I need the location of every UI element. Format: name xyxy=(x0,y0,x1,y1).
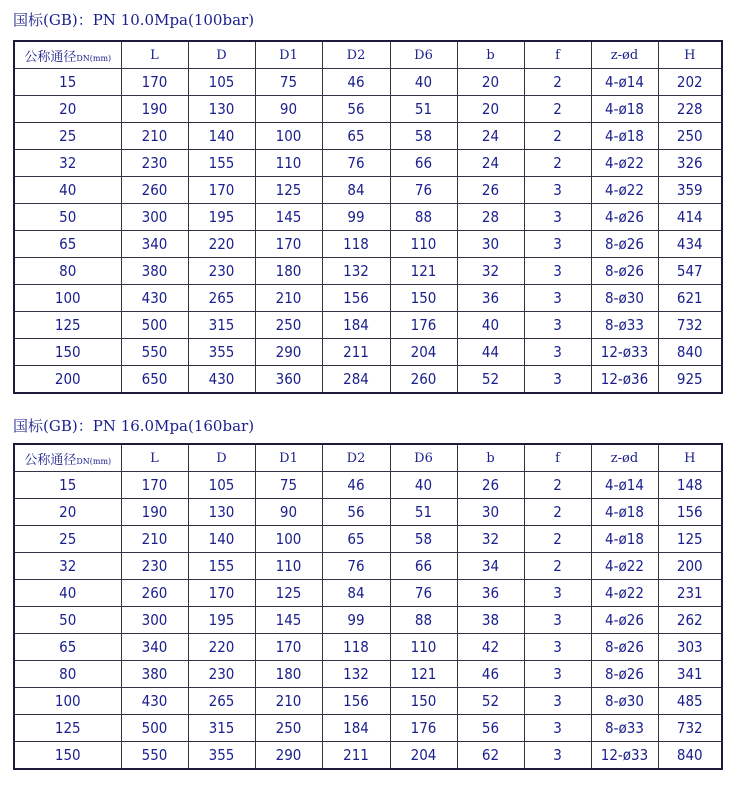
table-cell: 180 xyxy=(255,661,322,688)
dn-cell: 40 xyxy=(14,177,121,204)
header-row xyxy=(14,41,722,69)
table-cell: 190 xyxy=(121,499,188,526)
table-cell: 125 xyxy=(658,526,722,553)
table-cell: 355 xyxy=(188,742,255,770)
table-cell: 145 xyxy=(255,607,322,634)
table-cell: 58 xyxy=(390,123,457,150)
table-cell: 140 xyxy=(188,123,255,150)
table-cell: 156 xyxy=(322,688,390,715)
table-cell: 230 xyxy=(188,258,255,285)
dn-cell: 80 xyxy=(14,661,121,688)
table-cell: 130 xyxy=(188,499,255,526)
table-cell: 200 xyxy=(658,553,722,580)
table-cell: 4-ø26 xyxy=(591,204,658,231)
table-cell: 4-ø18 xyxy=(591,123,658,150)
table-cell: 355 xyxy=(188,339,255,366)
table-cell: 90 xyxy=(255,499,322,526)
table-cell: 300 xyxy=(121,607,188,634)
pn100-title: 国标(GB)：PN 10.0Mpa(100bar) xyxy=(13,11,255,29)
header-row xyxy=(14,444,722,472)
table-cell: 36 xyxy=(457,580,524,607)
table-cell: 8-ø30 xyxy=(591,285,658,312)
table-cell: 76 xyxy=(390,177,457,204)
table-cell: 76 xyxy=(390,580,457,607)
dn-cell: 40 xyxy=(14,580,121,607)
table-cell: 4-ø14 xyxy=(591,69,658,96)
table-cell: 8-ø26 xyxy=(591,258,658,285)
table-cell: 3 xyxy=(524,715,591,742)
table-cell: 184 xyxy=(322,715,390,742)
pn160-table-body xyxy=(14,472,722,770)
table-cell: 170 xyxy=(255,231,322,258)
table-cell: 150 xyxy=(390,688,457,715)
table-row xyxy=(14,177,722,204)
header-f: f xyxy=(524,444,591,472)
table-cell: 925 xyxy=(658,366,722,394)
header-f: f xyxy=(524,41,591,69)
table-cell: 650 xyxy=(121,366,188,394)
table-cell: 2 xyxy=(524,96,591,123)
dn-cell: 100 xyxy=(14,688,121,715)
table-cell: 485 xyxy=(658,688,722,715)
table-cell: 231 xyxy=(658,580,722,607)
table-cell: 326 xyxy=(658,150,722,177)
table-cell: 284 xyxy=(322,366,390,394)
table-cell: 75 xyxy=(255,69,322,96)
table-cell: 250 xyxy=(658,123,722,150)
header-d1: D1 xyxy=(255,444,322,472)
table-cell: 150 xyxy=(390,285,457,312)
table-cell: 52 xyxy=(457,688,524,715)
table-cell: 290 xyxy=(255,742,322,770)
table-row xyxy=(14,553,722,580)
table-cell: 121 xyxy=(390,661,457,688)
table-row xyxy=(14,231,722,258)
table-row xyxy=(14,96,722,123)
table-cell: 3 xyxy=(524,312,591,339)
table-cell: 210 xyxy=(121,123,188,150)
table-cell: 8-ø26 xyxy=(591,661,658,688)
table-cell: 75 xyxy=(255,472,322,499)
header-d1: D1 xyxy=(255,41,322,69)
table-cell: 4-ø22 xyxy=(591,580,658,607)
table-cell: 170 xyxy=(255,634,322,661)
table-cell: 66 xyxy=(390,150,457,177)
table-cell: 230 xyxy=(121,150,188,177)
table-cell: 3 xyxy=(524,231,591,258)
table-cell: 24 xyxy=(457,123,524,150)
table-cell: 105 xyxy=(188,472,255,499)
dn-cell: 125 xyxy=(14,312,121,339)
table-cell: 840 xyxy=(658,742,722,770)
dn-cell: 15 xyxy=(14,472,121,499)
table-cell: 90 xyxy=(255,96,322,123)
table-cell: 110 xyxy=(255,150,322,177)
table-row xyxy=(14,472,722,499)
table-cell: 211 xyxy=(322,742,390,770)
table-cell: 176 xyxy=(390,312,457,339)
table-cell: 46 xyxy=(322,472,390,499)
table-row xyxy=(14,366,722,394)
table-cell: 4-ø18 xyxy=(591,499,658,526)
table-cell: 40 xyxy=(457,312,524,339)
table-cell: 34 xyxy=(457,553,524,580)
table-row xyxy=(14,580,722,607)
table-cell: 148 xyxy=(658,472,722,499)
table-cell: 8-ø30 xyxy=(591,688,658,715)
table-cell: 20 xyxy=(457,96,524,123)
header-d: D xyxy=(188,444,255,472)
table-cell: 76 xyxy=(322,553,390,580)
table-cell: 46 xyxy=(322,69,390,96)
dn-cell: 65 xyxy=(14,634,121,661)
header-l: L xyxy=(121,444,188,472)
table-cell: 65 xyxy=(322,526,390,553)
table-cell: 30 xyxy=(457,499,524,526)
table-cell: 250 xyxy=(255,715,322,742)
header-bolts: z-ød xyxy=(591,41,658,69)
dn-cell: 25 xyxy=(14,123,121,150)
table-row xyxy=(14,688,722,715)
table-cell: 340 xyxy=(121,231,188,258)
table-row xyxy=(14,204,722,231)
table-cell: 155 xyxy=(188,150,255,177)
table-cell: 3 xyxy=(524,285,591,312)
table-row xyxy=(14,634,722,661)
table-cell: 170 xyxy=(188,580,255,607)
table-cell: 12-ø36 xyxy=(591,366,658,394)
table-cell: 2 xyxy=(524,123,591,150)
table-cell: 3 xyxy=(524,688,591,715)
table-cell: 180 xyxy=(255,258,322,285)
header-d6: D6 xyxy=(390,41,457,69)
table-cell: 125 xyxy=(255,580,322,607)
header-d: D xyxy=(188,41,255,69)
table-cell: 265 xyxy=(188,285,255,312)
dn-cell: 50 xyxy=(14,204,121,231)
dn-cell: 65 xyxy=(14,231,121,258)
table-cell: 3 xyxy=(524,258,591,285)
header-d2: D2 xyxy=(322,41,390,69)
table-cell: 30 xyxy=(457,231,524,258)
table-cell: 210 xyxy=(255,688,322,715)
table-cell: 52 xyxy=(457,366,524,394)
table-cell: 46 xyxy=(457,661,524,688)
table-cell: 4-ø26 xyxy=(591,607,658,634)
pn100-table xyxy=(13,40,723,394)
table-cell: 28 xyxy=(457,204,524,231)
table-cell: 3 xyxy=(524,634,591,661)
table-cell: 8-ø26 xyxy=(591,231,658,258)
table-cell: 430 xyxy=(121,285,188,312)
table-cell: 84 xyxy=(322,177,390,204)
table-cell: 170 xyxy=(188,177,255,204)
table-cell: 65 xyxy=(322,123,390,150)
table-cell: 204 xyxy=(390,339,457,366)
table-cell: 26 xyxy=(457,472,524,499)
table-cell: 170 xyxy=(121,472,188,499)
table-cell: 4-ø22 xyxy=(591,177,658,204)
table-cell: 290 xyxy=(255,339,322,366)
table-cell: 2 xyxy=(524,69,591,96)
table-row xyxy=(14,661,722,688)
table-cell: 220 xyxy=(188,634,255,661)
table-cell: 621 xyxy=(658,285,722,312)
pn160-title: 国标(GB)：PN 16.0Mpa(160bar) xyxy=(13,417,255,435)
table-cell: 260 xyxy=(121,177,188,204)
table-cell: 204 xyxy=(390,742,457,770)
table-cell: 303 xyxy=(658,634,722,661)
table-cell: 230 xyxy=(188,661,255,688)
dn-cell: 125 xyxy=(14,715,121,742)
table-row xyxy=(14,715,722,742)
table-row xyxy=(14,123,722,150)
table-cell: 145 xyxy=(255,204,322,231)
table-cell: 430 xyxy=(121,688,188,715)
table-cell: 550 xyxy=(121,339,188,366)
table-cell: 8-ø26 xyxy=(591,634,658,661)
table-cell: 2 xyxy=(524,150,591,177)
dn-cell: 150 xyxy=(14,339,121,366)
header-d6: D6 xyxy=(390,444,457,472)
table-cell: 56 xyxy=(322,499,390,526)
table-cell: 211 xyxy=(322,339,390,366)
table-cell: 58 xyxy=(390,526,457,553)
table-cell: 360 xyxy=(255,366,322,394)
header-bolts: z-ød xyxy=(591,444,658,472)
table-cell: 732 xyxy=(658,715,722,742)
table-cell: 56 xyxy=(457,715,524,742)
table-row xyxy=(14,258,722,285)
table-cell: 547 xyxy=(658,258,722,285)
header-b: b xyxy=(457,41,524,69)
table-cell: 51 xyxy=(390,499,457,526)
table-cell: 195 xyxy=(188,607,255,634)
header-b: b xyxy=(457,444,524,472)
table-cell: 230 xyxy=(121,553,188,580)
table-cell: 156 xyxy=(322,285,390,312)
table-cell: 110 xyxy=(255,553,322,580)
table-cell: 260 xyxy=(121,580,188,607)
table-cell: 265 xyxy=(188,688,255,715)
table-cell: 40 xyxy=(390,69,457,96)
table-cell: 210 xyxy=(255,285,322,312)
header-dn: 公称通径DN(mm) xyxy=(14,444,121,472)
dn-cell: 200 xyxy=(14,366,121,394)
table-cell: 430 xyxy=(188,366,255,394)
dn-cell: 50 xyxy=(14,607,121,634)
header-h: H xyxy=(658,444,722,472)
table-cell: 100 xyxy=(255,123,322,150)
table-cell: 550 xyxy=(121,742,188,770)
table-row xyxy=(14,742,722,770)
table-cell: 250 xyxy=(255,312,322,339)
table-cell: 2 xyxy=(524,472,591,499)
table-cell: 20 xyxy=(457,69,524,96)
table-cell: 176 xyxy=(390,715,457,742)
table-cell: 42 xyxy=(457,634,524,661)
table-cell: 340 xyxy=(121,634,188,661)
header-dn: 公称通径DN(mm) xyxy=(14,41,121,69)
table-cell: 8-ø33 xyxy=(591,312,658,339)
table-cell: 8-ø33 xyxy=(591,715,658,742)
dn-cell: 25 xyxy=(14,526,121,553)
table-cell: 110 xyxy=(390,231,457,258)
table-row xyxy=(14,526,722,553)
table-cell: 3 xyxy=(524,580,591,607)
table-cell: 840 xyxy=(658,339,722,366)
table-cell: 26 xyxy=(457,177,524,204)
table-cell: 3 xyxy=(524,366,591,394)
table-cell: 156 xyxy=(658,499,722,526)
table-cell: 202 xyxy=(658,69,722,96)
table-cell: 118 xyxy=(322,634,390,661)
dn-cell: 20 xyxy=(14,96,121,123)
table-cell: 380 xyxy=(121,661,188,688)
table-cell: 300 xyxy=(121,204,188,231)
table-cell: 341 xyxy=(658,661,722,688)
table-cell: 170 xyxy=(121,69,188,96)
table-cell: 88 xyxy=(390,607,457,634)
table-cell: 434 xyxy=(658,231,722,258)
table-row xyxy=(14,312,722,339)
table-cell: 4-ø22 xyxy=(591,553,658,580)
table-cell: 228 xyxy=(658,96,722,123)
table-cell: 4-ø18 xyxy=(591,526,658,553)
dn-cell: 15 xyxy=(14,69,121,96)
table-cell: 88 xyxy=(390,204,457,231)
table-row xyxy=(14,69,722,96)
table-cell: 99 xyxy=(322,204,390,231)
table-cell: 3 xyxy=(524,661,591,688)
table-cell: 315 xyxy=(188,715,255,742)
table-cell: 130 xyxy=(188,96,255,123)
dn-cell: 150 xyxy=(14,742,121,770)
table-cell: 3 xyxy=(524,204,591,231)
table-cell: 184 xyxy=(322,312,390,339)
table-cell: 32 xyxy=(457,258,524,285)
table-row xyxy=(14,499,722,526)
header-h: H xyxy=(658,41,722,69)
table-cell: 51 xyxy=(390,96,457,123)
table-cell: 3 xyxy=(524,742,591,770)
table-cell: 220 xyxy=(188,231,255,258)
header-d2: D2 xyxy=(322,444,390,472)
dn-cell: 20 xyxy=(14,499,121,526)
table-cell: 12-ø33 xyxy=(591,742,658,770)
table-cell: 3 xyxy=(524,607,591,634)
table-cell: 38 xyxy=(457,607,524,634)
table-cell: 2 xyxy=(524,553,591,580)
pn160-table xyxy=(13,443,723,770)
table-cell: 84 xyxy=(322,580,390,607)
table-cell: 132 xyxy=(322,661,390,688)
table-cell: 40 xyxy=(390,472,457,499)
table-cell: 4-ø22 xyxy=(591,150,658,177)
dn-cell: 32 xyxy=(14,553,121,580)
table-cell: 732 xyxy=(658,312,722,339)
table-cell: 66 xyxy=(390,553,457,580)
table-cell: 190 xyxy=(121,96,188,123)
table-cell: 36 xyxy=(457,285,524,312)
table-cell: 3 xyxy=(524,339,591,366)
dn-cell: 80 xyxy=(14,258,121,285)
table-cell: 2 xyxy=(524,499,591,526)
table-cell: 132 xyxy=(322,258,390,285)
table-cell: 359 xyxy=(658,177,722,204)
table-cell: 105 xyxy=(188,69,255,96)
table-cell: 315 xyxy=(188,312,255,339)
table-cell: 12-ø33 xyxy=(591,339,658,366)
table-cell: 100 xyxy=(255,526,322,553)
pn100-table-body xyxy=(14,69,722,394)
table-cell: 99 xyxy=(322,607,390,634)
table-cell: 414 xyxy=(658,204,722,231)
table-cell: 76 xyxy=(322,150,390,177)
table-cell: 121 xyxy=(390,258,457,285)
header-l: L xyxy=(121,41,188,69)
table-row xyxy=(14,607,722,634)
table-cell: 3 xyxy=(524,177,591,204)
dn-cell: 100 xyxy=(14,285,121,312)
table-cell: 380 xyxy=(121,258,188,285)
table-cell: 2 xyxy=(524,526,591,553)
table-cell: 118 xyxy=(322,231,390,258)
table-cell: 125 xyxy=(255,177,322,204)
table-cell: 155 xyxy=(188,553,255,580)
table-row xyxy=(14,339,722,366)
table-cell: 260 xyxy=(390,366,457,394)
dn-cell: 32 xyxy=(14,150,121,177)
table-cell: 62 xyxy=(457,742,524,770)
table-cell: 110 xyxy=(390,634,457,661)
table-cell: 195 xyxy=(188,204,255,231)
table-cell: 262 xyxy=(658,607,722,634)
table-cell: 44 xyxy=(457,339,524,366)
table-cell: 4-ø14 xyxy=(591,472,658,499)
table-row xyxy=(14,150,722,177)
table-cell: 4-ø18 xyxy=(591,96,658,123)
table-cell: 500 xyxy=(121,312,188,339)
table-cell: 140 xyxy=(188,526,255,553)
table-cell: 210 xyxy=(121,526,188,553)
table-cell: 32 xyxy=(457,526,524,553)
table-row xyxy=(14,285,722,312)
table-cell: 500 xyxy=(121,715,188,742)
table-cell: 56 xyxy=(322,96,390,123)
table-cell: 24 xyxy=(457,150,524,177)
